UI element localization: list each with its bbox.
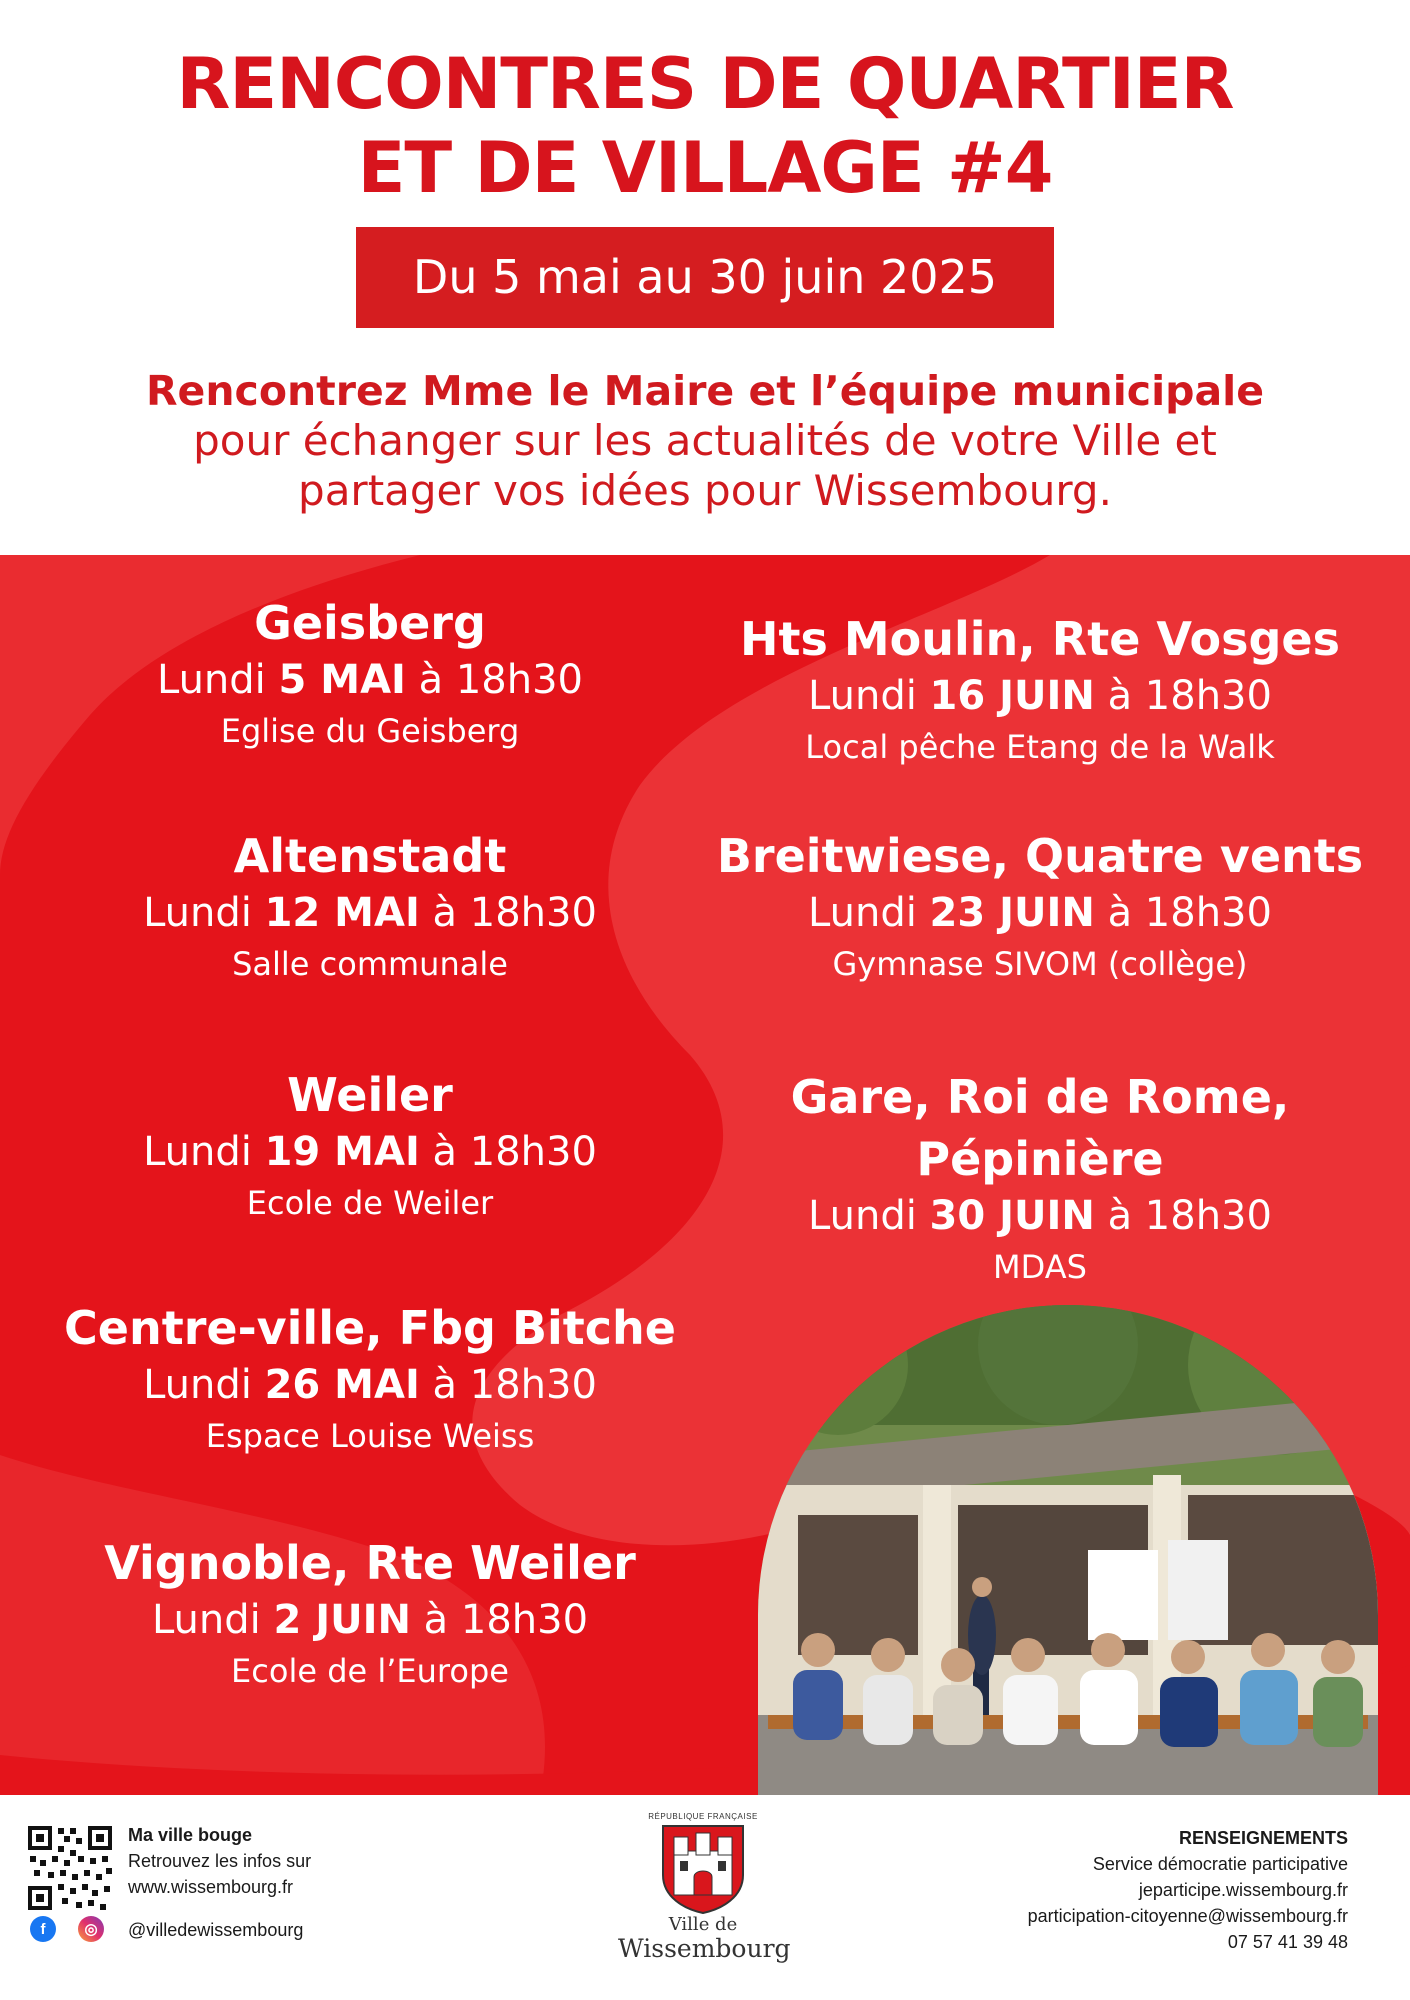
event-place: Geisberg — [254, 596, 486, 650]
crest-name: Wissembourg — [618, 1934, 791, 1963]
event-weiler — [40, 1064, 700, 1228]
coat-of-arms-icon — [660, 1823, 746, 1915]
intro-text — [0, 366, 1410, 516]
event-venue: Local pêche Etang de la Walk — [805, 728, 1275, 766]
page-title — [0, 42, 1410, 210]
qr-code-icon[interactable] — [26, 1824, 114, 1912]
event-venue: Espace Louise Weiss — [205, 1417, 535, 1455]
event-when: Lundi 23 JUIN à 18h30 — [808, 890, 1272, 936]
title-line-1: RENCONTRES DE QUARTIER — [176, 43, 1234, 125]
intro-line-3: partager vos idées pour Wissembourg. — [298, 466, 1112, 515]
event-place: Hts Moulin, Rte Vosges — [740, 612, 1340, 666]
intro-lead: Rencontrez Mme le Maire et l’équipe municipale — [145, 367, 1265, 415]
event-venue: MDAS — [993, 1248, 1087, 1286]
event-when: Lundi 30 JUIN à 18h30 — [808, 1193, 1272, 1239]
event-vignoble — [40, 1532, 700, 1696]
event-geisberg — [40, 592, 700, 756]
event-venue: Eglise du Geisberg — [220, 712, 520, 750]
event-place: Vignoble, Rte Weiler — [104, 1536, 636, 1590]
event-venue: Gymnase SIVOM (collège) — [832, 945, 1248, 983]
social-handle[interactable]: @villedewissembourg — [128, 1920, 304, 1940]
event-when: Lundi 26 MAI à 18h30 — [143, 1362, 597, 1408]
event-place-line-1: Gare, Roi de Rome, — [790, 1070, 1290, 1124]
event-when: Lundi 19 MAI à 18h30 — [143, 1129, 597, 1175]
footer-left-info — [128, 1822, 311, 1900]
event-when: Lundi 5 MAI à 18h30 — [156, 657, 583, 703]
event-place: Weiler — [287, 1068, 453, 1122]
contact-phone[interactable]: 07 57 41 39 48 — [1227, 1932, 1348, 1952]
event-when: Lundi 2 JUIN à 18h30 — [151, 1597, 589, 1643]
facebook-icon[interactable]: f — [30, 1916, 56, 1942]
city-logo — [618, 1812, 791, 1963]
event-place: Altenstadt — [233, 829, 507, 883]
event-venue: Ecole de l’Europe — [231, 1652, 509, 1690]
website-link[interactable]: www.wissembourg.fr — [128, 1877, 294, 1897]
footer-left-line-1: Retrouvez les infos sur — [128, 1851, 312, 1871]
service-label: Service démocratie participative — [1092, 1854, 1348, 1874]
participation-website-link[interactable]: jeparticipe.wissembourg.fr — [1138, 1880, 1348, 1900]
event-when: Lundi 12 MAI à 18h30 — [143, 890, 597, 936]
renseignements-heading: RENSEIGNEMENTS — [1178, 1828, 1348, 1848]
event-breitwiese — [700, 825, 1380, 989]
intro-line-2: pour échanger sur les actualités de votre Ville et — [193, 416, 1217, 465]
event-venue: Salle communale — [232, 945, 508, 983]
event-when: Lundi 16 JUIN à 18h30 — [808, 673, 1272, 719]
instagram-icon[interactable]: ◎ — [78, 1916, 104, 1942]
contact-email-link[interactable]: participation-citoyenne@wissembourg.fr — [1027, 1906, 1348, 1926]
crest-ville: Ville de — [668, 1914, 738, 1935]
date-range-banner: Du 5 mai au 30 juin 2025 — [356, 227, 1054, 328]
event-place: Centre-ville, Fbg Bitche — [64, 1301, 676, 1355]
footer-left-heading: Ma ville bouge — [128, 1825, 253, 1845]
title-line-2: ET DE VILLAGE #4 — [357, 127, 1053, 209]
event-altenstadt — [40, 825, 700, 989]
footer-right-info — [1028, 1825, 1348, 1955]
event-gare — [700, 1066, 1380, 1292]
republique-label: RÉPUBLIQUE FRANÇAISE — [648, 1812, 758, 1821]
event-venue: Ecole de Weiler — [246, 1184, 494, 1222]
event-place-line-2: Pépinière — [916, 1132, 1164, 1186]
event-hts-moulin — [700, 608, 1380, 772]
social-icons — [30, 1916, 126, 1942]
event-place: Breitwiese, Quatre vents — [716, 829, 1364, 883]
event-centre-ville — [20, 1297, 720, 1461]
